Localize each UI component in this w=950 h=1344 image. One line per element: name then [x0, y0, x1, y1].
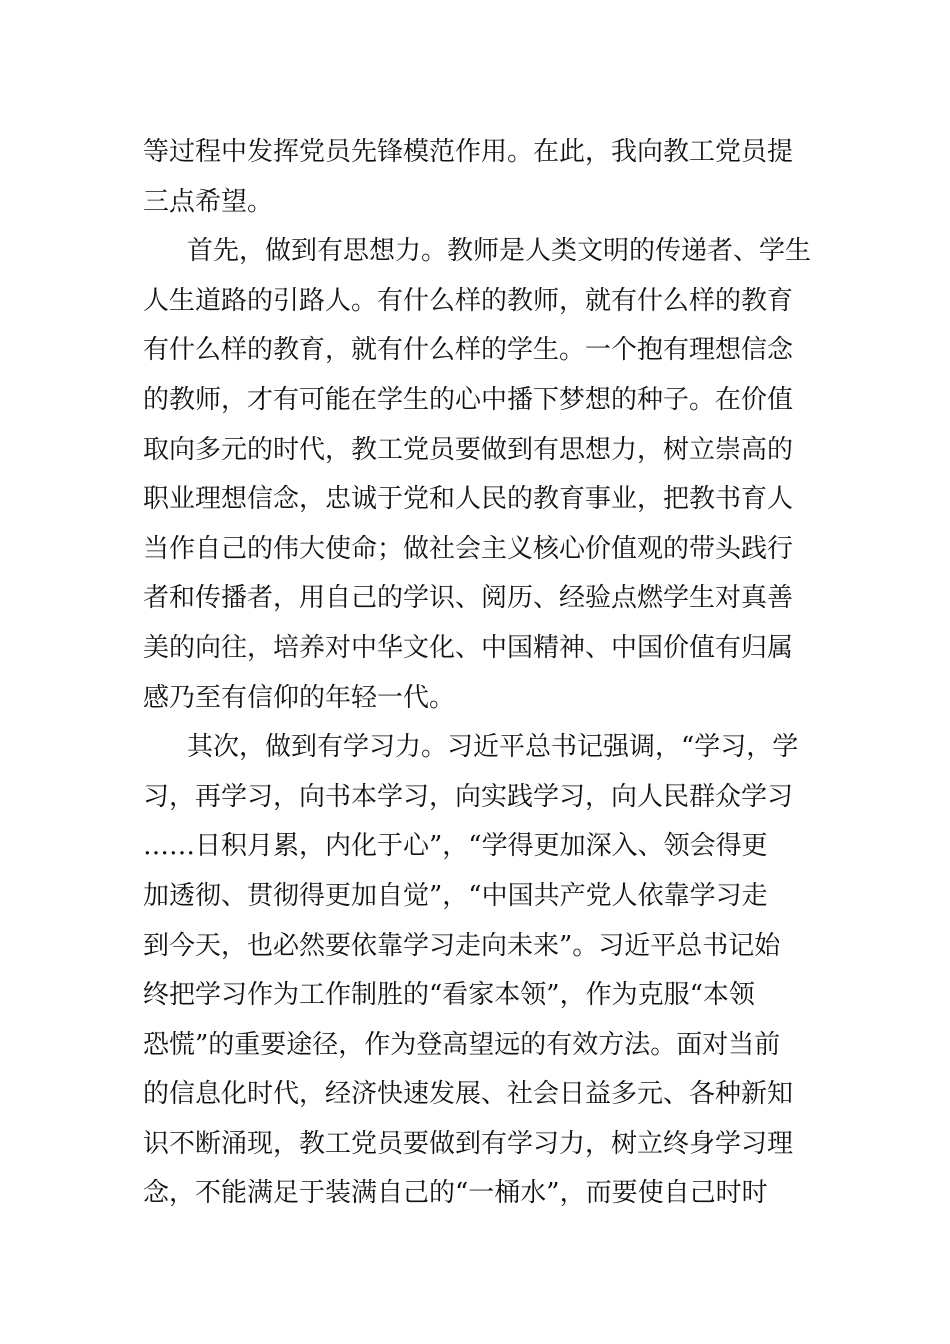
text-line: 取向多元的时代，教工党员要做到有思想力，树立崇高的 — [143, 434, 794, 465]
text-line: 等过程中发挥党员先锋模范作用。在此，我向教工党员提 — [143, 137, 794, 167]
paragraph-first-line: 其次，做到有学习力。习近平总书记强调，“学习，学 — [187, 732, 799, 763]
text-line: 的教师，才有可能在学生的心中播下梦想的种子。在价值 — [143, 384, 794, 415]
text-line: 识不断涌现，教工党员要做到有学习力，树立终身学习理 — [143, 1128, 794, 1159]
text-line: 终把学习作为工作制胜的“看家本领”，作为克服“本领 — [143, 980, 755, 1011]
text-line: 美的向往，培养对中华文化、中国精神、中国价值有归属 — [143, 632, 794, 663]
text-line: 的信息化时代，经济快速发展、社会日益多元、各种新知 — [143, 1079, 794, 1110]
text-line: 职业理想信念，忠诚于党和人民的教育事业，把教书育人 — [143, 484, 794, 515]
text-line: 当作自己的伟大使命；做社会主义核心价值观的带头践行 — [143, 533, 794, 564]
text-line: 人生道路的引路人。有什么样的教师，就有什么样的教育 — [143, 285, 794, 316]
text-line: 感乃至有信仰的年轻一代。 — [143, 682, 456, 713]
text-line: 到今天，也必然要依靠学习走向未来”。习近平总书记始 — [143, 930, 781, 961]
text-line: 加透彻、贯彻得更加自觉”，“中国共产党人依靠学习走 — [143, 880, 768, 911]
text-line: 念，不能满足于装满自己的“一桶水”，而要使自己时时 — [143, 1178, 768, 1209]
text-line: ……日积月累，内化于心”，“学得更加深入、领会得更 — [143, 831, 768, 862]
text-line: 有什么样的教育，就有什么样的学生。一个抱有理想信念 — [143, 335, 794, 366]
text-line: 者和传播者，用自己的学识、阅历、经验点燃学生对真善 — [143, 583, 794, 614]
paragraph-first-line: 首先，做到有思想力。教师是人类文明的传递者、学生 — [187, 236, 812, 267]
text-line: 习，再学习，向书本学习，向实践学习，向人民群众学习 — [143, 781, 794, 812]
body-text — [143, 128, 813, 1219]
text-line: 恐慌”的重要途径，作为登高望远的有效方法。面对当前 — [143, 1029, 781, 1060]
text-line: 三点希望。 — [143, 186, 274, 217]
